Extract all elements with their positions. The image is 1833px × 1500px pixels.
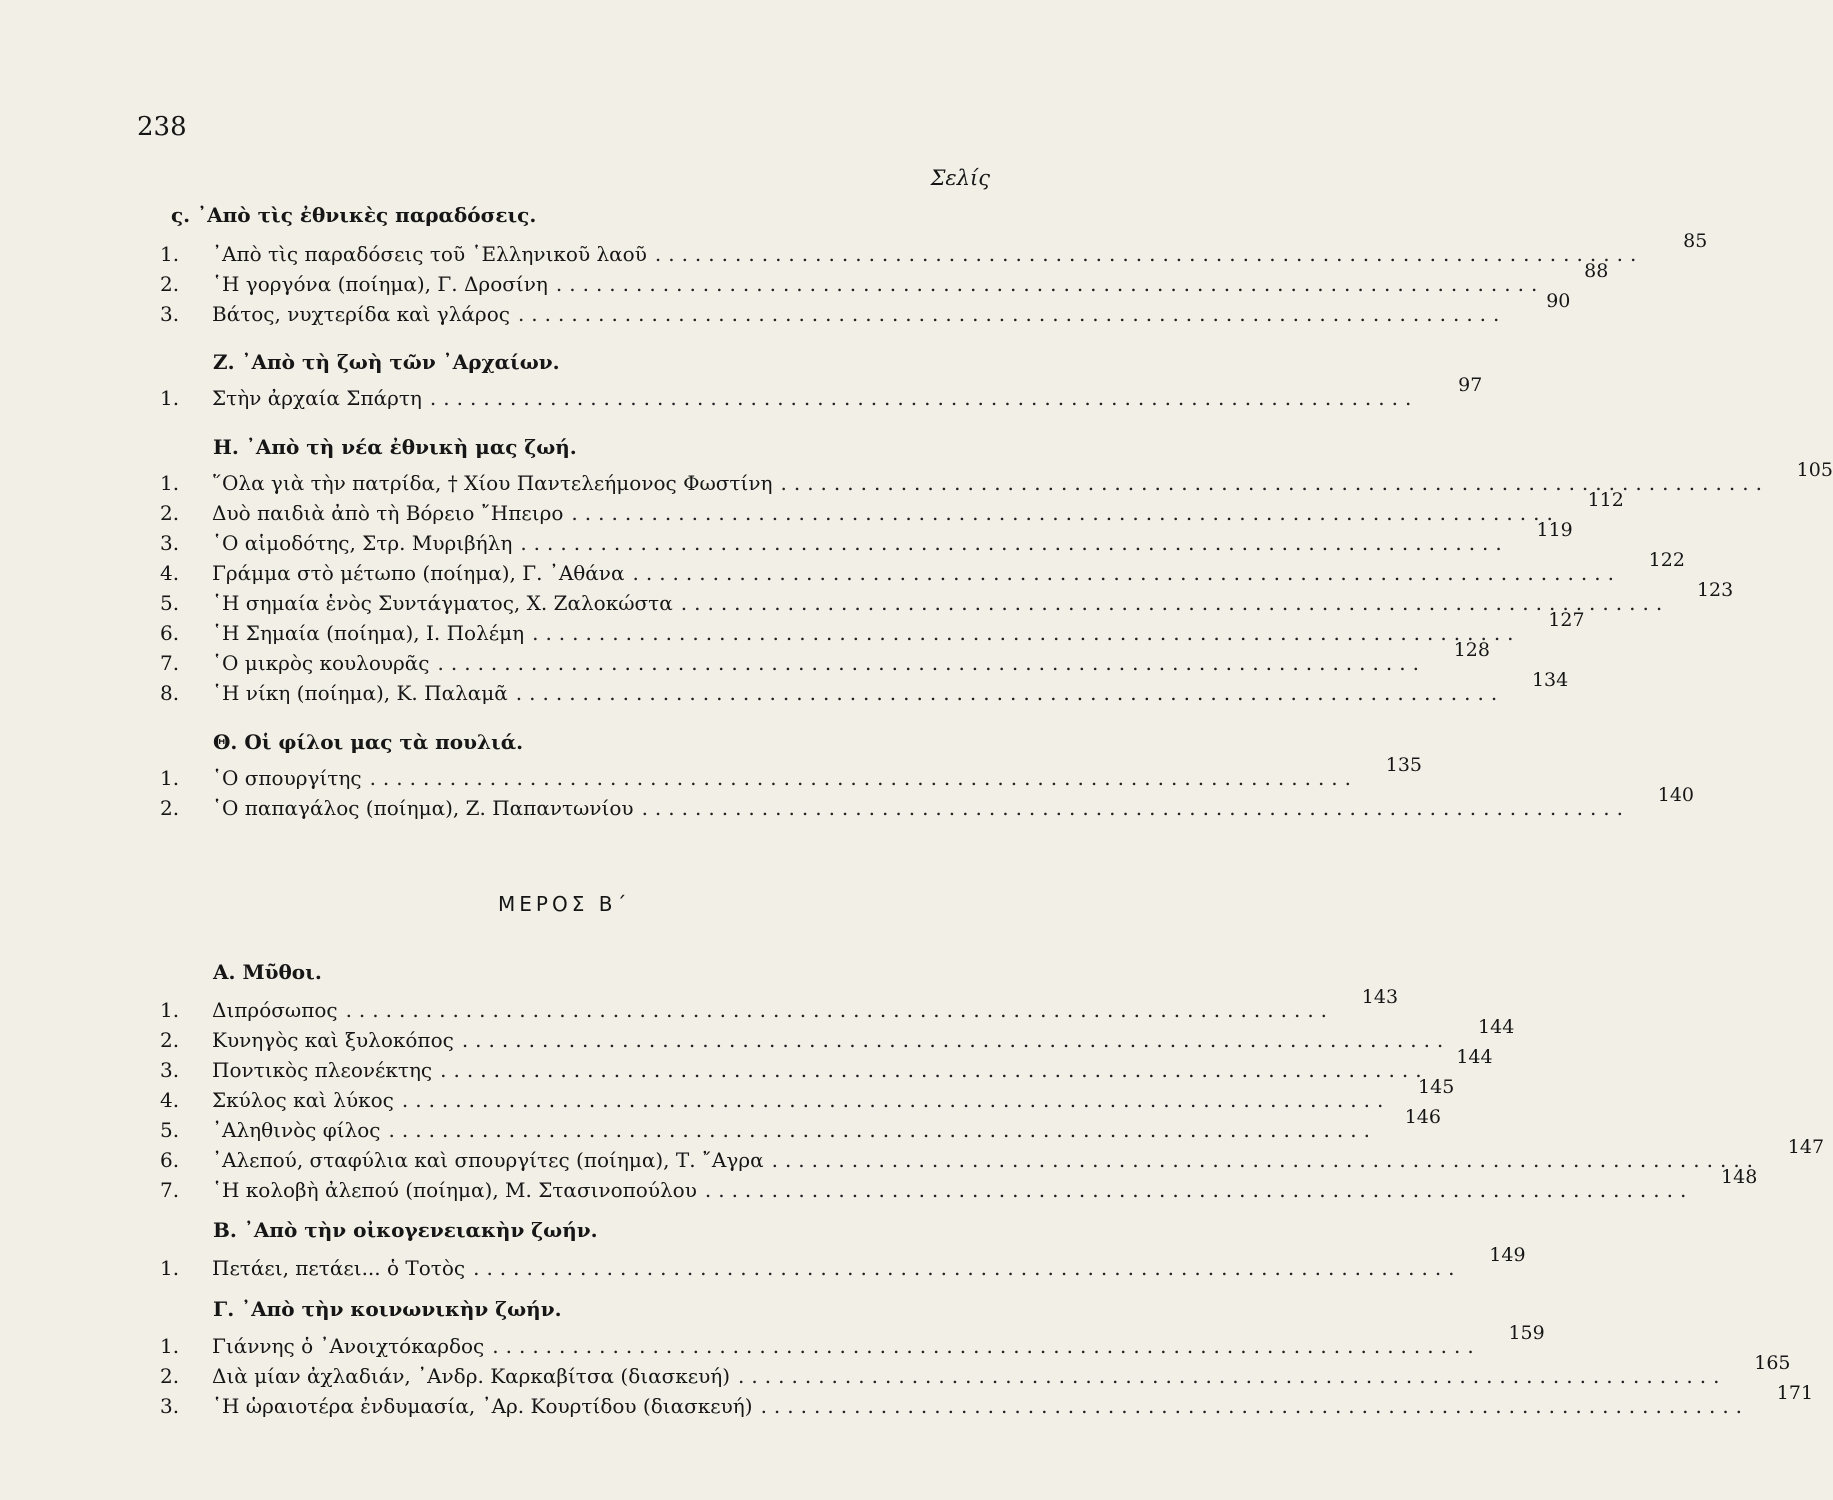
entry-title: Σκύλος καὶ λύκος bbox=[212, 1088, 394, 1112]
entry-page: 134 bbox=[1531, 669, 1569, 691]
leader-dots: .......................................................................... bbox=[771, 1148, 1761, 1172]
toc-entry bbox=[158, 1322, 1545, 1358]
leader-dots: .......................................................................... bbox=[345, 998, 1335, 1022]
entry-title: ῞Ολα γιὰ τὴν πατρίδα, † Χίου Παντελεήμονος Φωστίνη bbox=[212, 471, 773, 495]
entry-title: ῾Ο σπουργίτης bbox=[212, 766, 362, 790]
entry-number: 2. bbox=[160, 501, 180, 525]
entry-title: ῾Η Σημαία (ποίημα), Ι. Πολέμη bbox=[212, 621, 525, 645]
toc-entry bbox=[158, 1106, 1441, 1142]
entry-number: 1. bbox=[160, 766, 180, 790]
leader-dots: .......................................................................... bbox=[437, 651, 1426, 675]
entry-number: 7. bbox=[160, 1178, 180, 1202]
entry-page: 149 bbox=[1489, 1244, 1526, 1266]
entry-number: 4. bbox=[160, 1088, 180, 1112]
toc-entry bbox=[158, 459, 1833, 495]
entry-title: Διπρόσωπος bbox=[212, 998, 338, 1022]
leader-dots: .......................................................................... bbox=[369, 766, 1359, 790]
entry-title: Γράμμα στὸ μέτωπο (ποίημα), Γ. ᾿Αθάνα bbox=[212, 561, 625, 585]
entry-page: 128 bbox=[1453, 639, 1490, 661]
toc-entry bbox=[158, 784, 1695, 820]
entry-page: 146 bbox=[1404, 1106, 1441, 1128]
toc-entry bbox=[158, 260, 1609, 296]
section-heading: ς. ᾿Απὸ τὶς ἐθνικὲς παραδόσεις. bbox=[171, 203, 537, 227]
leader-dots: .......................................................................... bbox=[632, 561, 1621, 585]
leader-dots: .......................................................................... bbox=[680, 591, 1670, 615]
entry-number: 6. bbox=[160, 621, 180, 645]
leader-dots: .......................................................................... bbox=[555, 272, 1545, 296]
toc-entry bbox=[158, 1046, 1493, 1082]
entry-title: ῾Ο αἱμοδότης, Στρ. Μυριβήλη bbox=[212, 531, 513, 555]
toc-entry bbox=[158, 754, 1423, 790]
entry-title: ῾Η νίκη (ποίημα), Κ. Παλαμᾶ bbox=[212, 681, 508, 705]
entry-number: 1. bbox=[160, 998, 180, 1022]
entry-number: 2. bbox=[160, 272, 180, 296]
leader-dots: .......................................................................... bbox=[654, 242, 1644, 266]
entry-number: 7. bbox=[160, 651, 180, 675]
toc-entry bbox=[158, 1076, 1455, 1112]
leader-dots: .......................................................................... bbox=[461, 1028, 1451, 1052]
entry-page: 97 bbox=[1458, 374, 1483, 396]
entry-number: 5. bbox=[160, 591, 180, 615]
toc-entry bbox=[158, 609, 1585, 645]
toc-entry bbox=[158, 1244, 1526, 1280]
toc-entry bbox=[158, 669, 1569, 705]
entry-title: ᾿Αληθινὸς φίλος bbox=[212, 1118, 381, 1142]
toc-entry bbox=[158, 230, 1708, 266]
entry-number: 8. bbox=[160, 681, 180, 705]
entry-number: 5. bbox=[160, 1118, 180, 1142]
entry-page: 144 bbox=[1478, 1016, 1515, 1038]
leader-dots: .......................................................................... bbox=[520, 531, 1509, 555]
entry-page: 171 bbox=[1776, 1382, 1814, 1404]
toc-entry bbox=[158, 519, 1573, 555]
toc-entry bbox=[158, 579, 1734, 615]
entry-number: 6. bbox=[160, 1148, 180, 1172]
leader-dots: .......................................................................... bbox=[738, 1364, 1727, 1388]
entry-page: 147 bbox=[1787, 1136, 1825, 1158]
section-heading: Γ. ᾿Απὸ τὴν κοινωνικὴν ζωήν. bbox=[213, 1297, 562, 1321]
entry-number: 3. bbox=[160, 1058, 180, 1082]
entry-number: 4. bbox=[160, 561, 180, 585]
entry-number: 3. bbox=[160, 531, 180, 555]
toc-entry bbox=[158, 1016, 1515, 1052]
leader-dots: .......................................................................... bbox=[440, 1058, 1429, 1082]
entry-number: 2. bbox=[160, 796, 180, 820]
toc-entry bbox=[158, 489, 1624, 525]
toc-entry bbox=[158, 986, 1399, 1022]
leader-dots: .......................................................................... bbox=[641, 796, 1631, 820]
entry-title: Διὰ μίαν ἀχλαδιάν, ᾿Ανδρ. Καρκαβίτσα (διασκευή) bbox=[212, 1364, 731, 1388]
entry-page: 148 bbox=[1721, 1166, 1758, 1188]
entry-number: 1. bbox=[160, 242, 180, 266]
part-b-title: ΜΕΡΟΣ Β΄ bbox=[498, 892, 631, 916]
entry-title: ῾Η σημαία ἑνὸς Συντάγματος, Χ. Ζαλοκώστα bbox=[212, 591, 673, 615]
entry-page: 119 bbox=[1536, 519, 1573, 541]
entry-number: 1. bbox=[160, 386, 180, 410]
entry-page: 123 bbox=[1696, 579, 1734, 601]
toc-entry bbox=[158, 549, 1685, 585]
entry-title: ῾Η γοργόνα (ποίημα), Γ. Δροσίνη bbox=[212, 272, 548, 296]
leader-dots: .......................................................................... bbox=[517, 302, 1507, 326]
toc-entry bbox=[158, 1166, 1758, 1202]
leader-dots: .......................................................................... bbox=[515, 681, 1505, 705]
toc-entry bbox=[158, 639, 1490, 675]
entry-page: 85 bbox=[1683, 230, 1708, 252]
leader-dots: .......................................................................... bbox=[704, 1178, 1694, 1202]
entry-title: Βάτος, νυχτερίδα καὶ γλάρος bbox=[212, 302, 510, 326]
entry-number: 1. bbox=[160, 471, 180, 495]
entry-page: 144 bbox=[1456, 1046, 1493, 1068]
toc-entry bbox=[158, 1382, 1814, 1418]
leader-dots: .......................................................................... bbox=[429, 386, 1419, 410]
entry-title: Δυὸ παιδιὰ ἀπὸ τὴ Βόρειο ῎Ηπειρο bbox=[212, 501, 564, 525]
section-heading: Β. ᾿Απὸ τὴν οἰκογενειακὴν ζωήν. bbox=[213, 1218, 598, 1242]
toc-entry bbox=[158, 1352, 1791, 1388]
section-heading: Α. Μῦθοι. bbox=[213, 960, 322, 984]
page-number: 238 bbox=[137, 112, 187, 142]
entry-number: 1. bbox=[160, 1334, 180, 1358]
section-heading: Η. ᾿Απὸ τὴ νέα ἐθνικὴ μας ζωή. bbox=[213, 435, 577, 459]
entry-page: 122 bbox=[1648, 549, 1685, 571]
entry-number: 1. bbox=[160, 1256, 180, 1280]
leader-dots: .......................................................................... bbox=[760, 1394, 1750, 1418]
entry-title: Πετάει, πετάει... ὁ Τοτὸς bbox=[212, 1256, 466, 1280]
entry-number: 3. bbox=[160, 1394, 180, 1418]
entry-page: 105 bbox=[1796, 459, 1833, 481]
entry-number: 2. bbox=[160, 1364, 180, 1388]
entry-number: 2. bbox=[160, 1028, 180, 1052]
section-heading: Ζ. ᾿Απὸ τὴ ζωὴ τῶν ᾿Αρχαίων. bbox=[213, 350, 560, 374]
toc-entry bbox=[158, 374, 1483, 410]
entry-title: ᾿Απὸ τὶς παραδόσεις τοῦ ῾Ελληνικοῦ λαοῦ bbox=[212, 242, 647, 266]
leader-dots: .......................................................................... bbox=[388, 1118, 1377, 1142]
entry-page: 127 bbox=[1548, 609, 1585, 631]
entry-number: 3. bbox=[160, 302, 180, 326]
entry-page: 165 bbox=[1754, 1352, 1791, 1374]
leader-dots: .......................................................................... bbox=[780, 471, 1769, 495]
entry-title: ῾Η ὡραιοτέρα ἐνδυμασία, ᾿Αρ. Κουρτίδου (διασκευή) bbox=[212, 1394, 753, 1418]
entry-title: ῾Η κολοβὴ ἀλεπού (ποίημα), Μ. Στασινοπούλου bbox=[212, 1178, 697, 1202]
entry-page: 135 bbox=[1385, 754, 1423, 776]
entry-title: Γιάννης ὁ ᾿Ανοιχτόκαρδος bbox=[212, 1334, 485, 1358]
entry-page: 140 bbox=[1657, 784, 1695, 806]
leader-dots: .......................................................................... bbox=[532, 621, 1521, 645]
pages-column-label: Σελίς bbox=[930, 166, 990, 190]
entry-page: 90 bbox=[1546, 290, 1571, 312]
toc-entry bbox=[158, 1136, 1825, 1172]
entry-page: 145 bbox=[1418, 1076, 1455, 1098]
entry-title: ᾿Αλεπού, σταφύλια καὶ σπουργίτες (ποίημα), Τ. ῎Αγρα bbox=[212, 1148, 764, 1172]
section-heading: Θ. Οἱ φίλοι μας τὰ πουλιά. bbox=[213, 730, 524, 754]
entry-page: 159 bbox=[1508, 1322, 1545, 1344]
leader-dots: .......................................................................... bbox=[401, 1088, 1391, 1112]
entry-title: ῾Ο μικρὸς κουλουρᾶς bbox=[212, 651, 430, 675]
leader-dots: .......................................................................... bbox=[571, 501, 1560, 525]
entry-title: Ποντικὸς πλεονέκτης bbox=[212, 1058, 433, 1082]
leader-dots: .......................................................................... bbox=[473, 1256, 1462, 1280]
entry-title: Στὴν ἀρχαία Σπάρτη bbox=[212, 386, 422, 410]
toc-entry bbox=[158, 290, 1571, 326]
entry-page: 112 bbox=[1587, 489, 1624, 511]
entry-title: Κυνηγὸς καὶ ξυλοκόπος bbox=[212, 1028, 454, 1052]
entry-page: 143 bbox=[1361, 986, 1399, 1008]
entry-title: ῾Ο παπαγάλος (ποίημα), Ζ. Παπαντωνίου bbox=[212, 796, 634, 820]
entry-page: 88 bbox=[1584, 260, 1609, 282]
leader-dots: .......................................................................... bbox=[492, 1334, 1481, 1358]
